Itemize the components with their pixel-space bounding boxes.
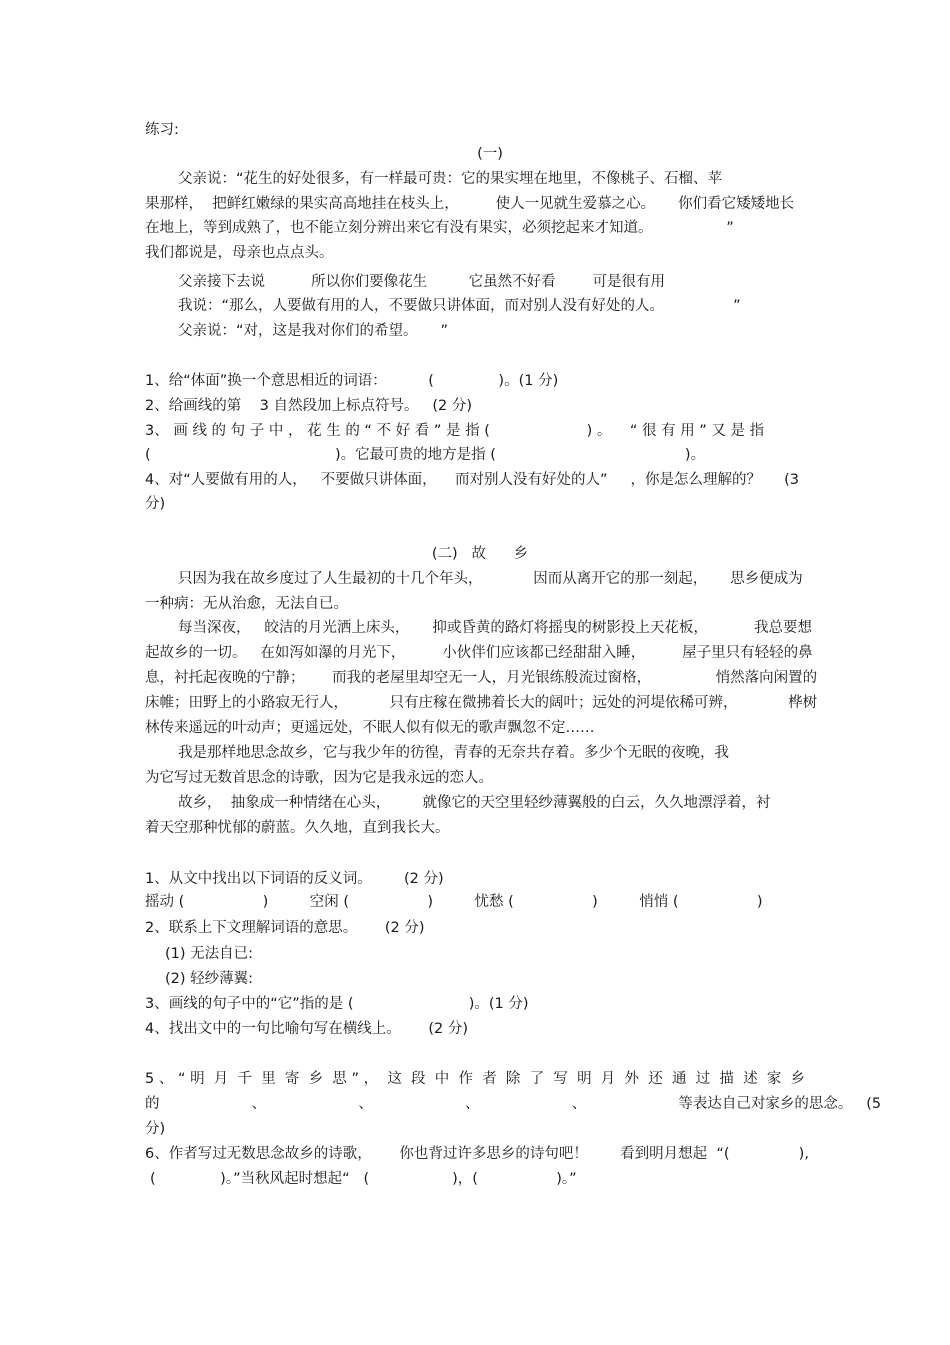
- section-1-text-line: 我说：“那么，人要做有用的人，不要做只讲体面，而对别人没有好处的人。 ”: [178, 298, 741, 314]
- section-2-question: 4、找出文中的一句比喻句写在横线上。 (2 分): [145, 1021, 469, 1037]
- section-1-text-line: 父亲说：“花生的好处很多，有一样最可贵：它的果实埋在地里，不像桃子、石榴、苹: [178, 171, 723, 187]
- section-2-question: 分): [145, 1121, 166, 1137]
- section-2-text-line: 息，衬托起夜晚的宁静； 而我的老屋里却空无一人，月光银练般流过窗格， 悄然落向闲置的: [145, 670, 818, 686]
- section-2-text-line: 只因为我在故乡度过了人生最初的十几个年头， 因而从离开它的那一刻起， 思乡便成为: [178, 571, 803, 587]
- section-2-text-line: 一种病：无从治愈，无法自已。: [145, 596, 348, 612]
- section-2-question: 2、联系上下文理解词语的意思。 (2 分): [145, 920, 425, 936]
- section-2-text-line: 着天空那种忧郁的蔚蓝。久久地，直到我长大。: [145, 820, 450, 836]
- section-2-text-line: 林传来遥远的叶动声；更遥远处，不眠人似有似无的歌声飘忽不定……: [145, 720, 595, 736]
- section-2-question: ( )。”当秋风起时想起“ ( )，( )。”: [150, 1171, 577, 1187]
- section-2-question: 摇动 ( ) 空闲 ( ) 忧愁 ( ) 悄悄 ( ): [145, 894, 763, 910]
- section-1-question: 1、给“体面”换一个意思相近的词语： ( )。(1 分): [145, 373, 559, 389]
- section-2-text-line: 我是那样地思念故乡，它与我少年的彷徨，青春的无奈共存着。多少个无眠的夜晚，我: [178, 745, 729, 761]
- section-2-text-line: 故乡， 抽象成一种情绪在心头， 就像它的天空里轻纱薄翼般的白云，久久地漂浮着，衬: [178, 795, 771, 811]
- section-2-text-line: 为它写过无数首思念的诗歌，因为它是我永远的恋人。: [145, 770, 493, 786]
- section-1-text-line: 果那样， 把鲜红嫩绿的果实高高地挂在枝头上， 使人一见就生爱慕之心。 你们看它矮矮地长: [145, 196, 795, 212]
- section-1-question: 4、对“人要做有用的人， 不要做只讲体面， 而对别人没有好处的人” ，你是怎么理解的？ (3: [145, 472, 799, 488]
- section-1-question: ( )。它最可贵的地方是指 ( )。: [145, 447, 706, 463]
- section-1-question: 分): [145, 496, 166, 512]
- section-2-heading: (二) 故 乡: [431, 546, 529, 562]
- section-1-question: 3、 画 线 的 句 子 中 ， 花 生 的 “ 不 好 看 ” 是 指 ( ) 。 “ 很 有 用 ” 又 是 指: [145, 423, 765, 439]
- section-2-question: 3、画线的句子中的“它”指的是 ( )。(1 分): [145, 996, 529, 1012]
- page-title: 练习:: [145, 122, 179, 138]
- section-2-question: 5 、 “ 明 月 千 里 寄 乡 思 ” ， 这 段 中 作 者 除 了 写 明 月 外 还 通 过 描 述 家 乡: [145, 1071, 806, 1087]
- section-1-text-line: 父亲接下去说 所以你们要像花生 它虽然不好看 可是很有用: [178, 274, 665, 290]
- section-2-text-line: 起故乡的一切。 在如泻如瀑的月光下， 小伙伴们应该都已经甜甜入睡， 屋子里只有轻轻的鼻: [145, 645, 813, 661]
- section-2-question: 1、从文中找出以下词语的反义词。 (2 分): [145, 871, 444, 887]
- section-2-question: (1) 无法自已:: [165, 946, 254, 962]
- section-2-question: (2) 轻纱薄翼:: [165, 971, 254, 987]
- section-2-text-line: 每当深夜， 皎洁的月光洒上床头， 抑或昏黄的路灯将摇曳的树影投上天花板， 我总要想: [178, 620, 812, 636]
- section-1-text-line: 父亲说：“对，这是我对你们的希望。 ”: [178, 323, 449, 339]
- section-1-heading: (一): [477, 146, 503, 162]
- section-1-question: 2、给画线的第 3 自然段加上标点符号。 (2 分): [145, 398, 472, 414]
- section-2-text-line: 床帷；田野上的小路寂无行人， 只有庄稼在微拂着长大的阔叶；远处的河堤依稀可辨， 桦树: [145, 695, 818, 711]
- section-1-text-line: 我们都说是，母亲也点点头。: [145, 245, 334, 261]
- section-1-text-line: 在地上，等到成熟了，也不能立刻分辨出来它有没有果实，必须挖起来才知道。 ”: [145, 220, 734, 236]
- section-2-question: 的 、 、 、 、 等表达自己对家乡的思念。 (5: [145, 1096, 882, 1112]
- section-2-question: 6、作者写过无数思念故乡的诗歌， 你也背过许多思乡的诗句吧！ 看到明月想起 “( ),: [145, 1146, 809, 1162]
